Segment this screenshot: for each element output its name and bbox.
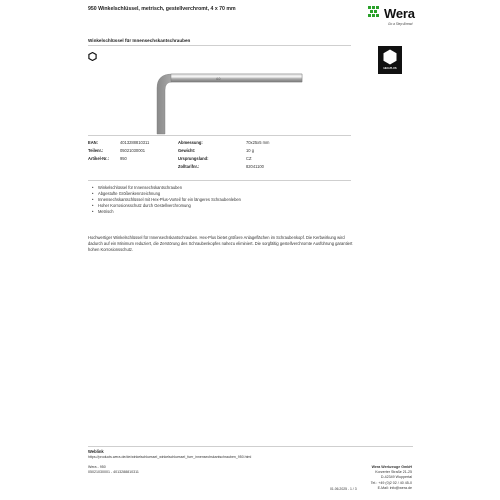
spec-label: Teilenr.: bbox=[88, 148, 104, 153]
footer-line: D-42349 Wuppertal bbox=[380, 475, 412, 480]
feature-list bbox=[98, 185, 241, 215]
spec-table bbox=[88, 140, 348, 172]
spec-label: EAN: bbox=[88, 140, 99, 145]
spec-row bbox=[88, 140, 348, 148]
spec-value: 950 bbox=[120, 156, 127, 161]
list-item: • Hoher Korrosionsschutz durch Gestellverchromung bbox=[98, 203, 241, 209]
spec-value: 82041100 bbox=[246, 164, 264, 169]
list-item: • Metrisch bbox=[98, 209, 241, 215]
weblink-label: Weblink bbox=[88, 449, 104, 454]
logo-tagline: Go a Step Ahead bbox=[388, 22, 413, 26]
product-description: Hochwertiger Winkelschlüssel für Innensechskantschrauben. Hex-Plus bietet größere Anlageflächen im Schraubenkopf. Die Kerbwirkung wird dadurch auf ein Minimum reduziert, die Zerstörung des Schraubenkopfes nahezu eliminiert. Die sorgfältig gestellverchromte Ausführung garantiert hohen Korrosionsschutz. bbox=[88, 235, 353, 253]
spec-value: 05021030001 bbox=[120, 148, 146, 153]
list-item: • Winkelschlüssel für Innensechskantschrauben bbox=[98, 185, 241, 191]
spec-row bbox=[88, 156, 348, 164]
spec-label: Ursprungsland: bbox=[178, 156, 209, 161]
footer-line: Tel.: +49 (0)2 02 / 40 45-0 bbox=[370, 480, 412, 485]
list-item: • Abgestufte Größenkennzeichnung bbox=[98, 191, 241, 197]
weblink-url[interactable]: https://products.wera.de/de/winkelschluessel_winkelschluessel_fuer_innensechskantschrauben_950.html bbox=[88, 455, 252, 459]
hex-plus-badge bbox=[378, 46, 402, 74]
list-item: • Innensechskantschlüssel mit Hex-Plus-Vorteil für ein längeres Schraubenleben bbox=[98, 197, 241, 203]
spec-label: Abmessung: bbox=[178, 140, 203, 145]
logo-wordmark: Wera bbox=[384, 6, 415, 21]
product-title: 950 Winkelschlüssel, metrisch, gestellverchromt, 4 x 70 mm bbox=[88, 6, 236, 12]
spec-label: Gewicht: bbox=[178, 148, 196, 153]
spec-value: 70x25x5 mm bbox=[246, 140, 270, 145]
footer-line: E-Mail: info@wera.de bbox=[377, 485, 412, 490]
divider bbox=[88, 45, 351, 46]
spec-label: Zolltarifnr.: bbox=[178, 164, 200, 169]
hexagon-icon bbox=[383, 49, 397, 65]
svg-text:4.0: 4.0 bbox=[216, 77, 221, 81]
spec-value: CZ bbox=[246, 156, 252, 161]
spec-value: 10 g bbox=[246, 148, 254, 153]
hex-socket-icon bbox=[88, 52, 97, 61]
spec-row bbox=[88, 164, 348, 172]
divider bbox=[88, 180, 351, 181]
page-number: 01.06.2025 - 1 / 3 bbox=[330, 487, 357, 491]
spec-label: Artikel-Nr.: bbox=[88, 156, 109, 161]
footer-line: 05021030001 - 4013288810311 bbox=[88, 470, 139, 475]
company-name: Wera Werkzeuge GmbH bbox=[371, 465, 412, 469]
divider bbox=[88, 446, 413, 447]
footer-line: Wera - 950 bbox=[88, 465, 106, 469]
footer-line: Korzerter Straße 21-25 bbox=[375, 470, 412, 475]
product-subtitle: Winkelschlüssel für Innensechskantschrauben bbox=[88, 38, 191, 43]
spec-row bbox=[88, 148, 348, 156]
divider bbox=[88, 135, 351, 136]
spec-value: 4013288810311 bbox=[120, 140, 150, 145]
footer-article-info bbox=[88, 465, 139, 475]
hex-plus-label: HEX-PLUS bbox=[383, 67, 397, 70]
